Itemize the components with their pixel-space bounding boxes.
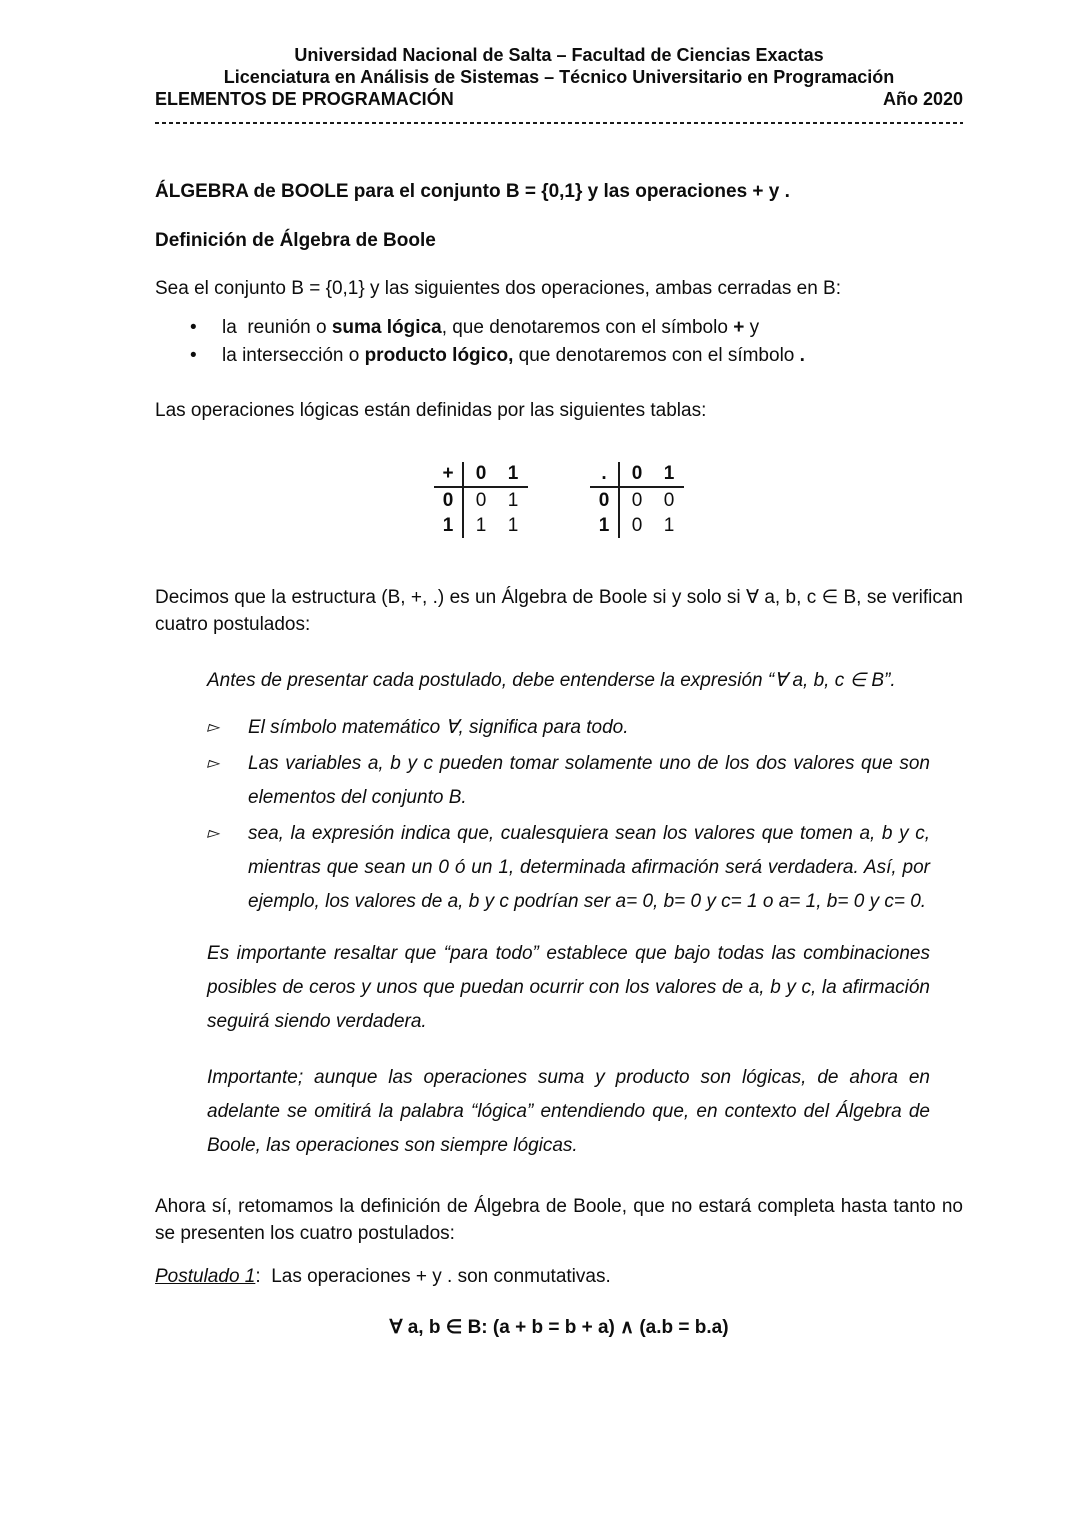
table-cell: 0 — [631, 490, 643, 511]
header-divider — [155, 122, 963, 124]
list-item — [207, 711, 930, 745]
table-op-symbol: . — [590, 462, 620, 488]
list-item — [207, 817, 930, 919]
expression-note: Antes de presentar cada postulado, debe entenderse la expresión “∀ a, b, c ∈ B”. — [207, 670, 896, 691]
tables-intro-paragraph: Las operaciones lógicas están definidas por las siguientes tablas: — [155, 400, 707, 421]
commutative-formula: ∀ a, b ∈ B: (a + b = b + a) ∧ (a.b = b.a) — [389, 1317, 729, 1338]
list-item-text: Las variables a, b y c pueden tomar solamente uno de los dos valores que son elementos del conjunto B. — [248, 753, 930, 808]
operations-bullet-list — [155, 314, 963, 370]
table-col-header: 1 — [498, 462, 528, 488]
table-row-header: 0 — [434, 488, 464, 513]
table-cell: 0 — [663, 490, 675, 511]
postulates-intro-paragraph: Decimos que la estructura (B, +, .) es un Álgebra de Boole si y solo si ∀ a, b, c ∈ B, se verifican cuatro postulados: — [155, 587, 963, 635]
table-col-header: 1 — [654, 462, 684, 488]
list-item-text: sea, la expresión indica que, cualesquiera sean los valores que tomen a, b y c, mientras que sean un 0 ó un 1, determinada afirmación será verdadera. Así, por ejemplo, los valores de a, b y c podrían ser a= 0, b= 0 y c= 1 o a= 1, b= 0 y c= 0. — [248, 823, 930, 912]
product-operation-table — [590, 462, 684, 538]
list-item-text: la intersección o producto lógico, que denotaremos con el símbolo . — [222, 345, 805, 366]
sum-operation-table — [434, 462, 528, 538]
table-cell: 0 — [631, 515, 643, 536]
table-row-header: 0 — [590, 488, 620, 513]
table-cell: 1 — [663, 515, 675, 536]
table-cell: 1 — [507, 490, 519, 511]
course-year: Año 2020 — [882, 89, 963, 109]
intro-paragraph: Sea el conjunto B = {0,1} y las siguientes dos operaciones, ambas cerradas en B: — [155, 278, 842, 299]
list-item-text: El símbolo matemático ∀, significa para todo. — [248, 717, 629, 738]
postulate-1-text: : Las operaciones + y . son conmutativas. — [255, 1266, 611, 1287]
postulate-1-line — [155, 1263, 963, 1290]
bullet-icon: • — [190, 345, 197, 366]
list-item — [207, 747, 930, 815]
course-row — [155, 88, 963, 110]
document-header — [155, 44, 963, 124]
truth-tables — [155, 462, 963, 538]
arrow-list — [207, 711, 930, 919]
table-op-symbol: + — [434, 462, 464, 488]
section-heading: Definición de Álgebra de Boole — [155, 230, 436, 251]
arrow-bullet-icon: ▻ — [207, 755, 220, 772]
course-name: ELEMENTOS DE PROGRAMACIÓN — [155, 89, 454, 109]
table-row-header: 1 — [590, 513, 620, 538]
table-col-header: 0 — [620, 462, 654, 488]
importante-note: Importante; aunque las operaciones suma y producto son lógicas, de ahora en adelante se omitirá la palabra “lógica” entendiendo que, en contexto del Álgebra de Boole, las operaciones son siempre lógicas. — [207, 1067, 930, 1156]
list-item — [155, 314, 963, 342]
bullet-icon: • — [190, 317, 197, 338]
postulate-1-label: Postulado 1 — [155, 1266, 256, 1287]
program-name: Licenciatura en Análisis de Sistemas – Técnico Universitario en Programación — [223, 67, 895, 87]
table-cell: 1 — [507, 515, 519, 536]
closing-paragraph: Ahora sí, retomamos la definición de Álgebra de Boole, que no estará completa hasta tanto no se presenten los cuatro postulados: — [155, 1196, 963, 1244]
list-item — [155, 342, 963, 370]
para-todo-note: Es importante resaltar que “para todo” establece que bajo todas las combinaciones posibles de ceros y unos que puedan ocurrir con los valores de a, b y c, la afirmación seguirá siendo verdadera. — [207, 943, 930, 1032]
arrow-bullet-icon: ▻ — [207, 825, 220, 842]
table-cell: 0 — [475, 490, 487, 511]
table-row-header: 1 — [434, 513, 464, 538]
table-col-header: 0 — [464, 462, 498, 488]
table-cell: 1 — [475, 515, 487, 536]
arrow-bullet-icon: ▻ — [207, 719, 220, 736]
university-name: Universidad Nacional de Salta – Facultad de Ciencias Exactas — [294, 45, 824, 65]
page-title: ÁLGEBRA de BOOLE para el conjunto B = {0,1} y las operaciones + y . — [155, 181, 790, 202]
list-item-text: la reunión o suma lógica, que denotaremos con el símbolo + y — [222, 317, 760, 338]
